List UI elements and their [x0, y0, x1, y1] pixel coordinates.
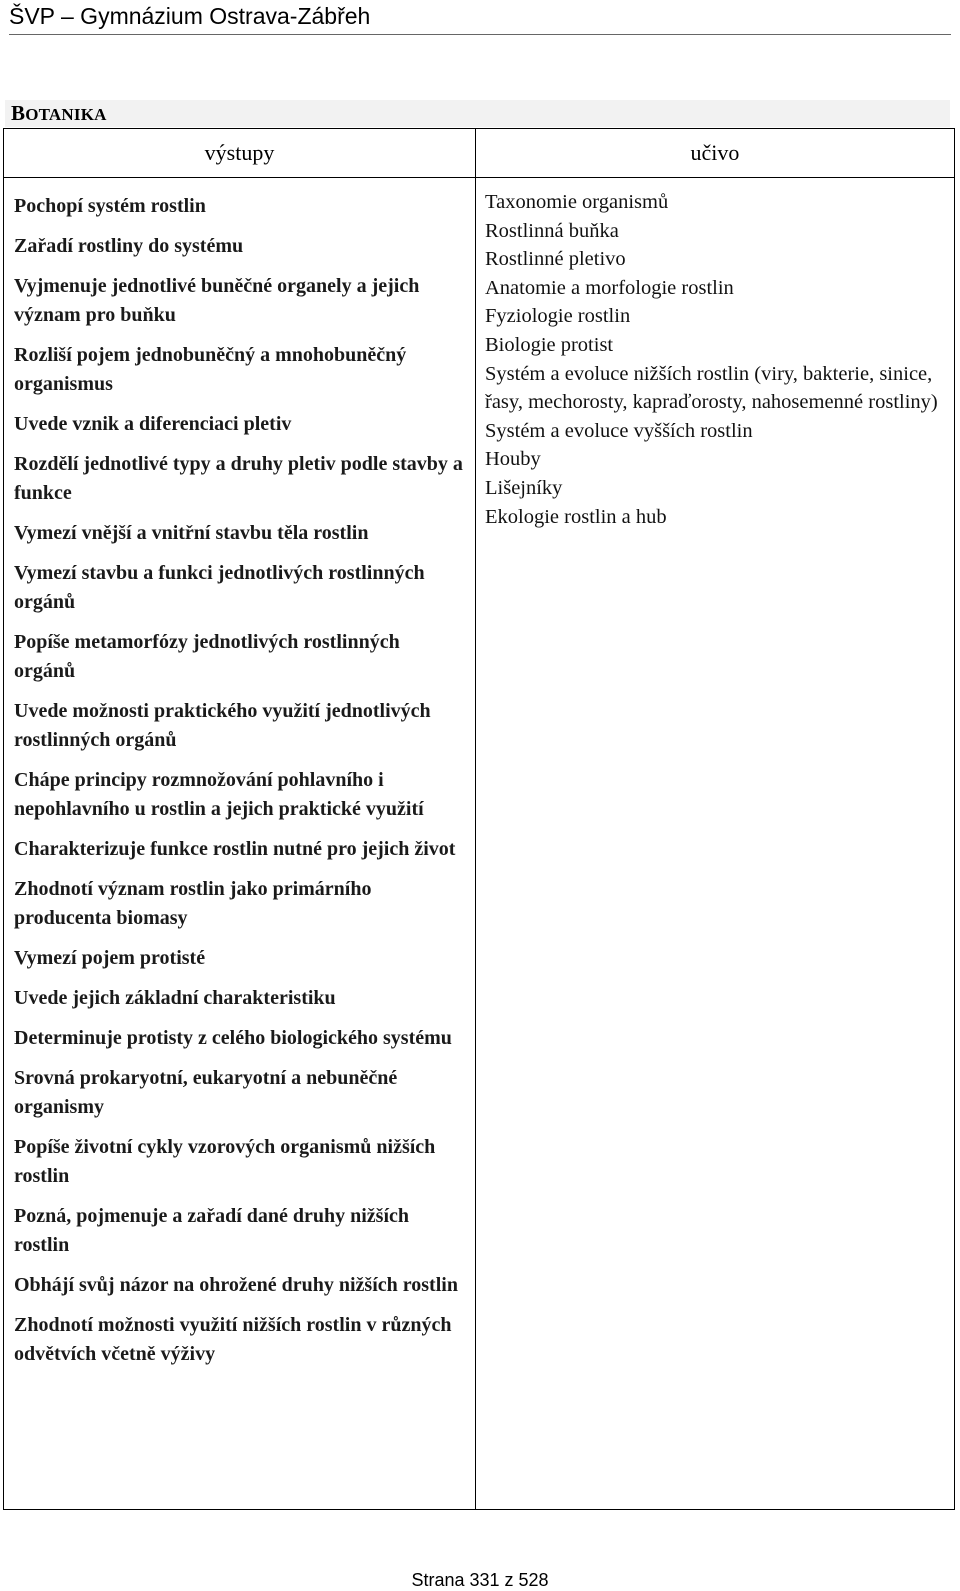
output-item: Uvede vznik a diferenciaci pletiv [14, 413, 292, 435]
content-item: Taxonomie organismů [485, 191, 669, 213]
output-item: Uvede možnosti praktického využití jednotlivých rostlinných orgánů [14, 700, 431, 751]
output-item: Srovná prokaryotní, eukaryotní a nebuněčné organismy [14, 1067, 398, 1118]
outputs-cell [4, 178, 476, 1510]
table-header-row [4, 129, 955, 178]
content-item: Rostlinná buňka [485, 219, 619, 242]
section-title-initial: B [11, 101, 26, 125]
output-item: Popíše metamorfózy jednotlivých rostlinných orgánů [14, 631, 400, 682]
content-item: Biologie protist [485, 333, 614, 356]
output-item: Vymezí vnější a vnitřní stavbu těla rostlin [14, 522, 369, 544]
table-body-row [4, 178, 955, 1510]
page-footer [0, 1570, 960, 1591]
output-item: Charakterizuje funkce rostlin nutné pro jejich život [14, 838, 456, 860]
content-item: Systém a evoluce vyšších rostlin [485, 419, 753, 442]
content-item: Systém a evoluce nižších rostlin (viry, bakterie, sinice, řasy, mechorosty, kapraďorosty, nahosemenné rostliny) [485, 362, 938, 414]
output-item: Zařadí rostliny do systému [14, 235, 244, 257]
content-item: Ekologie rostlin a hub [485, 505, 667, 528]
output-item: Vymezí stavbu a funkci jednotlivých rostlinných orgánů [14, 562, 425, 613]
curriculum-table [3, 128, 955, 1510]
document-title: ŠVP – Gymnázium Ostrava-Zábřeh [9, 3, 371, 29]
output-item: Vymezí pojem protisté [14, 947, 206, 969]
output-item: Determinuje protisty z celého biologického systému [14, 1027, 452, 1049]
output-item: Zhodnotí význam rostlin jako primárního producenta biomasy [14, 878, 372, 929]
output-item: Uvede jejich základní charakteristiku [14, 987, 336, 1009]
output-item: Pochopí systém rostlin [14, 195, 206, 217]
page-number: Strana 331 z 528 [411, 1570, 549, 1590]
content-item: Rostlinné pletivo [485, 248, 626, 271]
document-header [9, 2, 951, 35]
content-item: Lišejníky [485, 476, 563, 499]
content-item: Houby [485, 448, 541, 471]
output-item: Chápe principy rozmnožování pohlavního i nepohlavního u rostlin a jejich praktické využití [14, 769, 424, 820]
content-item: Anatomie a morfologie rostlin [485, 276, 734, 299]
output-item: Vyjmenuje jednotlivé buněčné organely a jejich význam pro buňku [14, 275, 420, 326]
section-title [5, 100, 950, 127]
column-header-content: učivo [476, 129, 955, 178]
output-item: Zhodnotí možnosti využití nižších rostlin v různých odvětvích včetně výživy [14, 1314, 452, 1365]
column-header-outputs: výstupy [4, 129, 476, 178]
content-cell [476, 178, 955, 1510]
output-item: Pozná, pojmenuje a zařadí dané druhy nižších rostlin [14, 1205, 410, 1256]
output-item: Popíše životní cykly vzorových organismů nižších rostlin [14, 1136, 436, 1187]
section-title-rest: OTANIKA [25, 105, 107, 124]
output-item: Rozdělí jednotlivé typy a druhy pletiv podle stavby a funkce [14, 453, 463, 504]
output-item: Rozliší pojem jednobuněčný a mnohobuněčný organismus [14, 344, 407, 395]
output-item: Obhájí svůj názor na ohrožené druhy nižších rostlin [14, 1274, 458, 1296]
content-item: Fyziologie rostlin [485, 305, 631, 328]
